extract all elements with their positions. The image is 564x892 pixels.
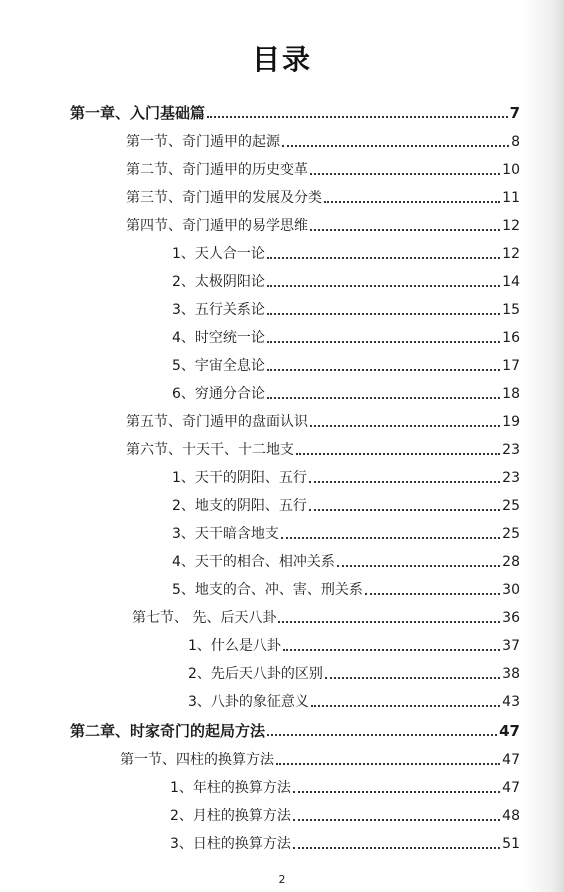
toc-entry-label: 3、五行关系论 xyxy=(172,302,265,318)
toc-entry-subsection[interactable] xyxy=(172,379,520,403)
toc-dot-leader xyxy=(293,846,500,849)
toc-entry-page: 28 xyxy=(502,554,520,570)
toc-entry-label: 1、天人合一论 xyxy=(172,246,265,262)
toc-entry-subsection[interactable] xyxy=(172,267,520,291)
toc-entry-subsection[interactable] xyxy=(172,519,520,543)
toc-entry-section[interactable] xyxy=(126,435,520,459)
toc-dot-leader xyxy=(309,480,500,483)
toc-dot-leader xyxy=(276,762,500,765)
toc-entry-subsection[interactable] xyxy=(172,295,520,319)
toc-entry-label: 3、日柱的换算方法 xyxy=(170,836,291,852)
toc-entry-label: 第四节、奇门遁甲的易学思维 xyxy=(126,218,308,234)
toc-entry-subsection[interactable] xyxy=(188,631,520,655)
page-edge-shadow xyxy=(524,0,564,892)
toc-entry-label: 1、年柱的换算方法 xyxy=(170,780,291,796)
toc-dot-leader xyxy=(267,312,500,315)
toc-entry-page: 15 xyxy=(502,302,520,318)
toc-entry-section[interactable] xyxy=(126,155,520,179)
toc-dot-leader xyxy=(365,592,500,595)
toc-dot-leader xyxy=(293,818,500,821)
toc-entry-subsection[interactable] xyxy=(170,773,520,797)
toc-entry-label: 2、地支的阴阳、五行 xyxy=(172,498,307,514)
toc-entry-subsection[interactable] xyxy=(170,829,520,853)
toc-dot-leader xyxy=(311,704,500,707)
toc-entry-label: 第一章、入门基础篇 xyxy=(70,104,206,122)
toc-entry-label: 4、时空统一论 xyxy=(172,330,265,346)
toc-entry-page: 48 xyxy=(502,808,520,824)
toc-entry-subsection[interactable] xyxy=(172,351,520,375)
toc-dot-leader xyxy=(278,620,500,623)
toc-entry-subsection[interactable] xyxy=(188,659,520,683)
toc-dot-leader xyxy=(293,790,500,793)
toc-entry-section[interactable] xyxy=(126,183,520,207)
toc-entry-page: 51 xyxy=(502,836,520,852)
toc-dot-leader xyxy=(310,172,500,175)
toc-entry-page: 23 xyxy=(502,442,520,458)
toc-entry-page: 47 xyxy=(502,752,520,768)
toc-dot-leader xyxy=(282,144,509,147)
toc-entry-label: 2、月柱的换算方法 xyxy=(170,808,291,824)
toc-dot-leader xyxy=(267,340,500,343)
toc-entry-label: 第三节、奇门遁甲的发展及分类 xyxy=(126,190,322,206)
toc-entry-section[interactable] xyxy=(126,211,520,235)
toc-entry-page: 10 xyxy=(502,162,520,178)
toc-entry-label: 第二章、时家奇门的起局方法 xyxy=(70,722,266,740)
toc-entry-page: 38 xyxy=(502,666,520,682)
toc-entry-subsection[interactable] xyxy=(172,239,520,263)
toc-dot-leader xyxy=(309,508,500,511)
toc-dot-leader xyxy=(207,115,508,118)
toc-dot-leader xyxy=(281,536,500,539)
toc-dot-leader xyxy=(283,648,500,651)
toc-entry-page: 19 xyxy=(502,414,520,430)
toc-entry-label: 4、天干的相合、相冲关系 xyxy=(172,554,335,570)
toc-entry-page: 25 xyxy=(502,526,520,542)
toc-entry-section[interactable] xyxy=(126,407,520,431)
toc-dot-leader xyxy=(310,228,500,231)
toc-entry-page: 12 xyxy=(502,246,520,262)
toc-entry-page: 37 xyxy=(502,638,520,654)
toc-dot-leader xyxy=(325,676,500,679)
toc-entry-page: 8 xyxy=(511,134,520,150)
toc-dot-leader xyxy=(267,733,497,736)
toc-dot-leader xyxy=(267,396,500,399)
toc-entry-page: 12 xyxy=(502,218,520,234)
toc-entry-page: 23 xyxy=(502,470,520,486)
toc-entry-subsection[interactable] xyxy=(188,687,520,711)
toc-entry-page: 25 xyxy=(502,498,520,514)
toc-entry-label: 1、天干的阴阳、五行 xyxy=(172,470,307,486)
toc-dot-leader xyxy=(267,284,500,287)
toc-entry-label: 3、天干暗含地支 xyxy=(172,526,279,542)
toc-entry-label: 3、八卦的象征意义 xyxy=(188,694,309,710)
toc-entry-page: 7 xyxy=(509,104,520,122)
toc-entry-page: 18 xyxy=(502,386,520,402)
toc-entry-subsection[interactable] xyxy=(172,323,520,347)
toc-entry-label: 1、什么是八卦 xyxy=(188,638,281,654)
toc-entry-label: 2、太极阴阳论 xyxy=(172,274,265,290)
toc-entry-subsection[interactable] xyxy=(170,801,520,825)
toc-entry-label: 2、先后天八卦的区别 xyxy=(188,666,323,682)
toc-entry-subsection[interactable] xyxy=(172,491,520,515)
toc-dot-leader xyxy=(310,424,500,427)
toc-entry-label: 第六节、十天干、十二地支 xyxy=(126,442,294,458)
toc-entry-chapter-1[interactable] xyxy=(70,98,520,122)
toc-dot-leader xyxy=(324,200,500,203)
page-number: 2 xyxy=(278,873,286,886)
toc-entry-section[interactable] xyxy=(120,745,520,769)
toc-entry-section[interactable] xyxy=(132,603,520,627)
toc-entry-label: 第五节、奇门遁甲的盘面认识 xyxy=(126,414,308,430)
toc-dot-leader xyxy=(267,256,500,259)
toc-entry-label: 5、地支的合、冲、害、刑关系 xyxy=(172,582,363,598)
toc-entry-page: 11 xyxy=(502,190,520,206)
toc-entry-subsection[interactable] xyxy=(172,463,520,487)
page-title: 目录 xyxy=(251,43,312,76)
toc-entry-page: 16 xyxy=(502,330,520,346)
toc-entry-label: 第一节、奇门遁甲的起源 xyxy=(126,134,280,150)
toc-entry-chapter-2[interactable] xyxy=(70,716,520,740)
toc-entry-page: 30 xyxy=(502,582,520,598)
toc-entry-subsection[interactable] xyxy=(172,547,520,571)
toc-entry-label: 第七节、 先、后天八卦 xyxy=(132,610,277,626)
toc-entry-page: 17 xyxy=(502,358,520,374)
toc-entry-page: 47 xyxy=(499,722,520,740)
toc-dot-leader xyxy=(337,564,500,567)
toc-entry-page: 36 xyxy=(502,610,520,626)
toc-dot-leader xyxy=(267,368,500,371)
toc-dot-leader xyxy=(296,452,500,455)
toc-entry-section[interactable] xyxy=(126,127,520,151)
toc-entry-page: 47 xyxy=(502,780,520,796)
toc-entry-page: 14 xyxy=(502,274,520,290)
toc-entry-label: 第二节、奇门遁甲的历史变革 xyxy=(126,162,308,178)
toc-entry-label: 5、宇宙全息论 xyxy=(172,358,265,374)
toc-entry-label: 6、穷通分合论 xyxy=(172,386,265,402)
toc-entry-subsection[interactable] xyxy=(172,575,520,599)
toc-entry-label: 第一节、四柱的换算方法 xyxy=(120,752,274,768)
toc-entry-page: 43 xyxy=(502,694,520,710)
